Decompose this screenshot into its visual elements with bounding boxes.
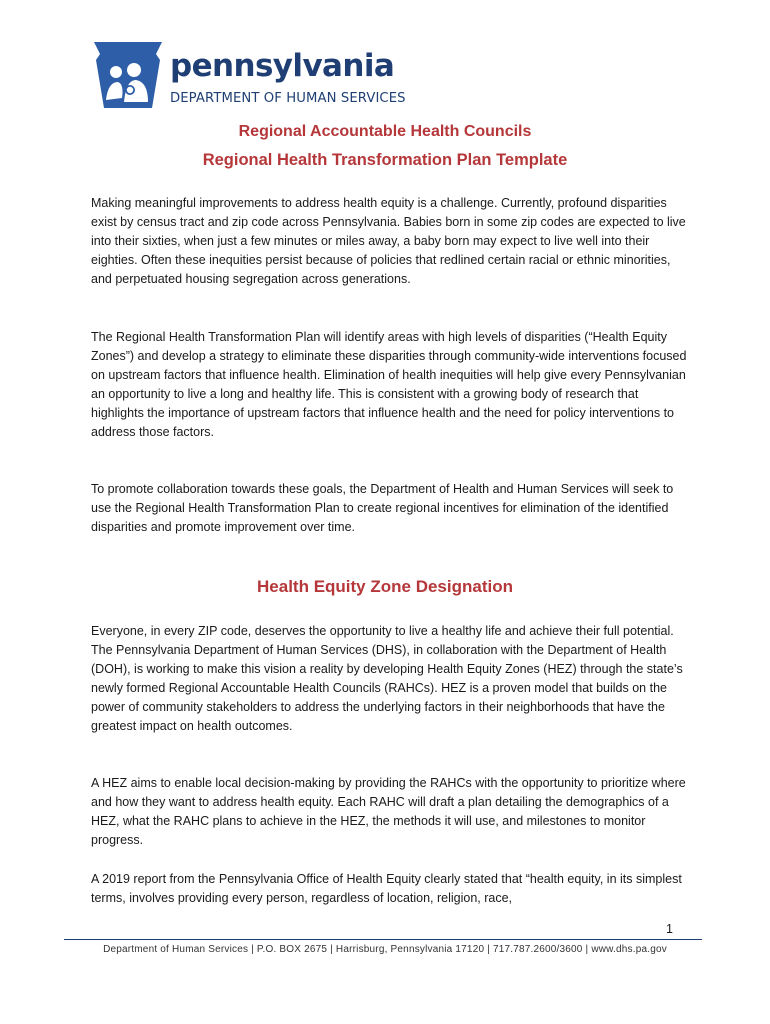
- dhs-logo: [90, 40, 450, 115]
- intro-paragraph-1: Making meaningful improvements to address health equity is a challenge. Currently, profound disparities exist by census tract and zip code across Pennsylvania. Babies born in some zip codes are expected to live into their sixties, when just a few minutes or miles away, a baby born may expect to live well into their eighties. Often these inequities persist because of policies that redlined certain racial or ethnic minorities, and perpetuated housing segregation across generations.: [91, 196, 686, 286]
- section-heading: Health Equity Zone Designation: [257, 577, 513, 596]
- section-paragraph-3: A 2019 report from the Pennsylvania Office of Health Equity clearly stated that “health equity, in its simplest terms, involves providing every person, regardless of location, religion, race,: [91, 872, 682, 905]
- keystone-family-icon: [90, 40, 166, 115]
- intro-paragraph-2: The Regional Health Transformation Plan will identify areas with high levels of disparities (“Health Equity Zones”) and develop a strategy to eliminate these disparities through community-wide interventions focused on upstream factors that influence health. Elimination of health inequities will help give every Pennsylvanian an opportunity to live a long and healthy life. This is consistent with a growing body of research that highlights the importance of upstream factors that influence health and the need for policy interventions to address those factors.: [91, 330, 687, 439]
- section-paragraph-2: A HEZ aims to enable local decision-making by providing the RAHCs with the opportunity to prioritize where and how they want to address health equity. Each RAHC will draft a plan detailing the demographics of a HEZ, what the RAHC plans to achieve in the HEZ, the methods it will use, and milestones to monitor progress.: [91, 776, 686, 847]
- logo-wordmark: pennsylvania: [170, 48, 395, 84]
- page-footer: Department of Human Services | P.O. BOX 2675 | Harrisburg, Pennsylvania 17120 | 717.787.2600/3600 | www.dhs.pa.gov: [103, 944, 667, 955]
- document-title: Regional Accountable Health Councils: [238, 123, 532, 140]
- footer-divider: [64, 939, 702, 940]
- document-subtitle: Regional Health Transformation Plan Template: [202, 151, 568, 169]
- section-paragraph-1: Everyone, in every ZIP code, deserves the opportunity to live a healthy life and achieve their full potential. The Pennsylvania Department of Human Services (DHS), in collaboration with the Department of Health (DOH), is working to make this vision a reality by developing Health Equity Zones (HEZ) through the state’s newly formed Regional Accountable Health Councils (RAHCs). HEZ is a proven model that builds on the power of community stakeholders to address the underlying factors in their neighborhoods that have the greatest impact on health outcomes.: [91, 624, 683, 733]
- page-number: 1: [666, 922, 673, 936]
- logo-department: DEPARTMENT OF HUMAN SERVICES: [170, 91, 406, 106]
- intro-paragraph-3: To promote collaboration towards these goals, the Department of Health and Human Services will seek to use the Regional Health Transformation Plan to create regional incentives for elimination of the identified disparities and promote improvement over time.: [91, 482, 674, 534]
